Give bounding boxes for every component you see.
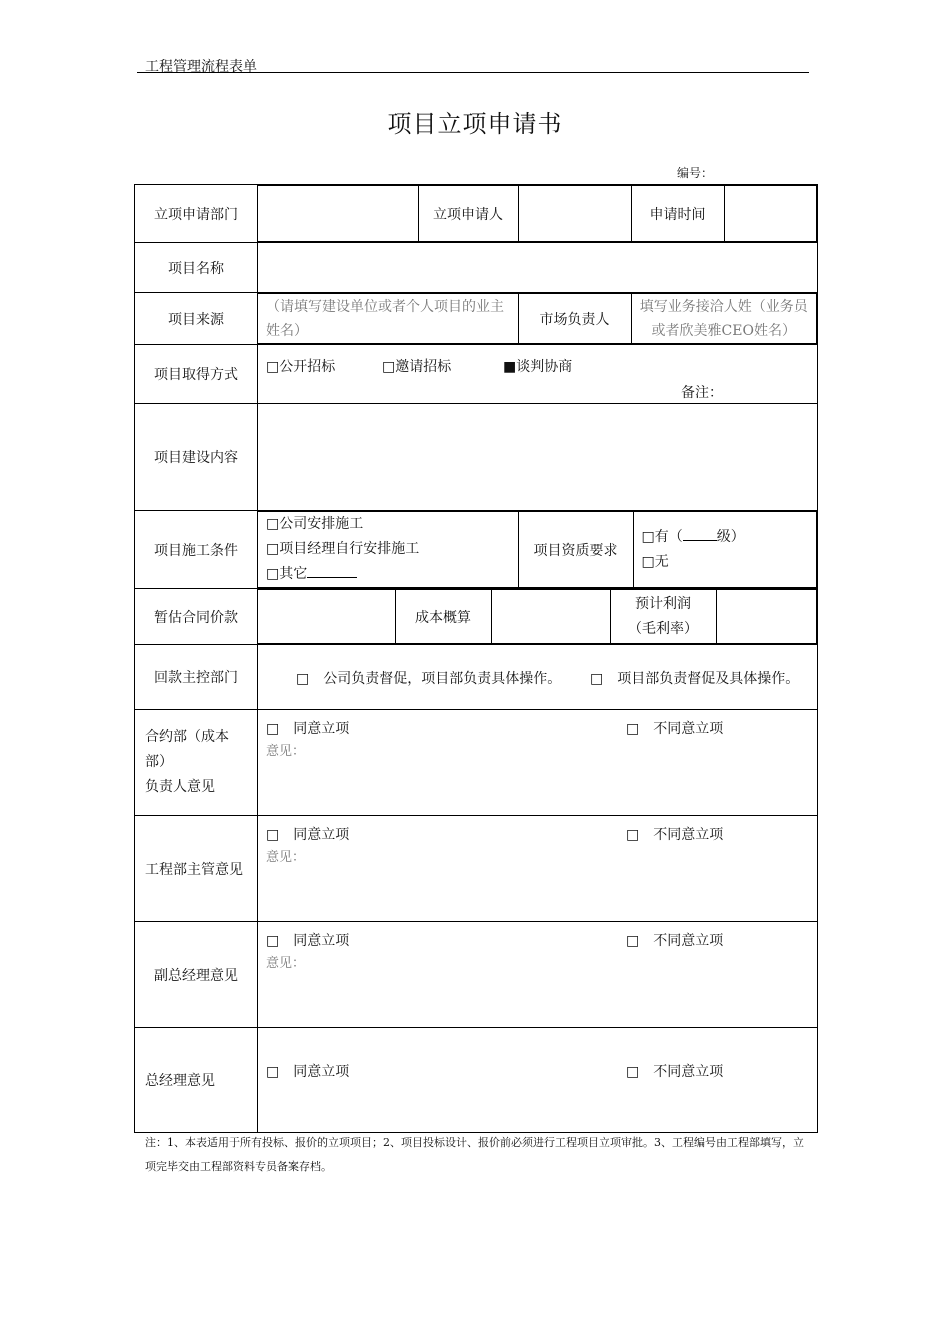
gm-opinion-label: 总经理意见 — [135, 1028, 258, 1133]
gross-margin-label: （毛利率） — [628, 620, 698, 637]
option-negotiation[interactable]: ■谈判协商 — [503, 359, 573, 375]
application-form-table — [134, 184, 818, 1133]
dept-field[interactable] — [258, 186, 418, 242]
engineering-opinion-field[interactable]: 意见： — [266, 850, 306, 865]
option-other-label: □其它 — [266, 566, 308, 582]
engineering-disagree-option[interactable]: □ 不同意立项 — [626, 827, 724, 843]
market-owner-hint[interactable]: 填写业务接洽人姓（业务员或者欣美雅CEO姓名） — [631, 294, 817, 344]
page-title: 项目立项申请书 — [387, 110, 563, 138]
applicant-field[interactable] — [518, 186, 631, 242]
other-underline — [307, 565, 357, 578]
option-invited-tender[interactable]: □邀请招标 — [382, 359, 452, 375]
header-rule — [137, 72, 809, 73]
applicant-label: 立项申请人 — [418, 186, 518, 242]
contract-agree-option[interactable]: □ 同意立项 — [266, 721, 350, 737]
serial-number-label: 编号： — [677, 166, 714, 180]
vice-gm-opinion-label: 副总经理意见 — [135, 922, 258, 1028]
apply-time-field[interactable] — [724, 186, 817, 242]
option-qualification-yes-suffix: 级） — [716, 528, 745, 545]
header-text: 工程管理流程表单 — [145, 59, 257, 75]
apply-time-label: 申请时间 — [631, 186, 724, 242]
construction-content-label: 项目建设内容 — [135, 404, 258, 511]
project-source-hint[interactable]: （请填写建设单位或者个人项目的业主姓名） — [258, 294, 518, 344]
construction-content-field[interactable] — [258, 404, 818, 511]
vice-gm-agree-option[interactable]: □ 同意立项 — [266, 933, 350, 949]
contract-disagree-option[interactable]: □ 不同意立项 — [626, 721, 724, 737]
cost-estimate-field[interactable] — [491, 590, 610, 644]
option-company-supervise[interactable]: □ 公司负责督促，项目部负责具体操作。 — [296, 671, 562, 687]
project-name-label: 项目名称 — [135, 243, 258, 293]
contract-dept-opinion-label-2: 负责人意见 — [145, 779, 215, 795]
contract-dept-opinion-label: 合约部（成本部） — [145, 729, 229, 770]
option-public-tender[interactable]: □公开招标 — [266, 359, 336, 375]
gm-agree-option[interactable]: □ 同意立项 — [266, 1064, 350, 1080]
vice-gm-disagree-option[interactable]: □ 不同意立项 — [626, 933, 724, 949]
estimated-price-label: 暂估合同价款 — [135, 589, 258, 645]
contract-opinion-label[interactable]: 意见： — [266, 744, 306, 759]
construction-condition-label: 项目施工条件 — [135, 511, 258, 589]
expected-profit-label: 预计利润 — [635, 595, 691, 612]
footnote: 注：1、本表适用于所有投标、报价的立项项目；2、项目投标设计、报价前必须进行工程项目立项审批。3、工程编号由工程部填写，立项完毕交由工程部资料专员备案存档。 — [145, 1136, 804, 1173]
cost-estimate-label: 成本概算 — [395, 590, 491, 644]
option-qualification-no[interactable]: □无 — [641, 553, 669, 570]
option-qualification-yes-prefix: □有（ — [641, 528, 683, 545]
project-name-field[interactable] — [258, 243, 818, 293]
estimated-price-field[interactable] — [258, 590, 395, 644]
option-qualification-yes[interactable] — [642, 525, 809, 550]
expected-profit-field[interactable] — [716, 590, 817, 644]
gm-disagree-option[interactable]: □ 不同意立项 — [626, 1064, 724, 1080]
collection-dept-label: 回款主控部门 — [135, 645, 258, 710]
dept-label: 立项申请部门 — [135, 185, 258, 243]
option-other[interactable] — [266, 562, 510, 587]
option-pm-arranged[interactable]: □项目经理自行安排施工 — [266, 541, 420, 557]
acquire-method-label: 项目取得方式 — [135, 345, 258, 404]
grade-underline — [683, 528, 717, 541]
option-project-supervise[interactable]: □ 项目部负责督促及具体操作。 — [590, 671, 800, 687]
engineering-agree-option[interactable]: □ 同意立项 — [266, 827, 350, 843]
option-company-arranged[interactable]: □公司安排施工 — [266, 516, 364, 532]
qualification-label: 项目资质要求 — [518, 512, 633, 588]
remark-label: 备注： — [681, 385, 723, 401]
project-source-label: 项目来源 — [135, 293, 258, 345]
market-owner-label: 市场负责人 — [518, 294, 631, 344]
engineering-opinion-label: 工程部主管意见 — [135, 816, 258, 922]
vice-gm-opinion-field[interactable]: 意见： — [266, 956, 306, 971]
